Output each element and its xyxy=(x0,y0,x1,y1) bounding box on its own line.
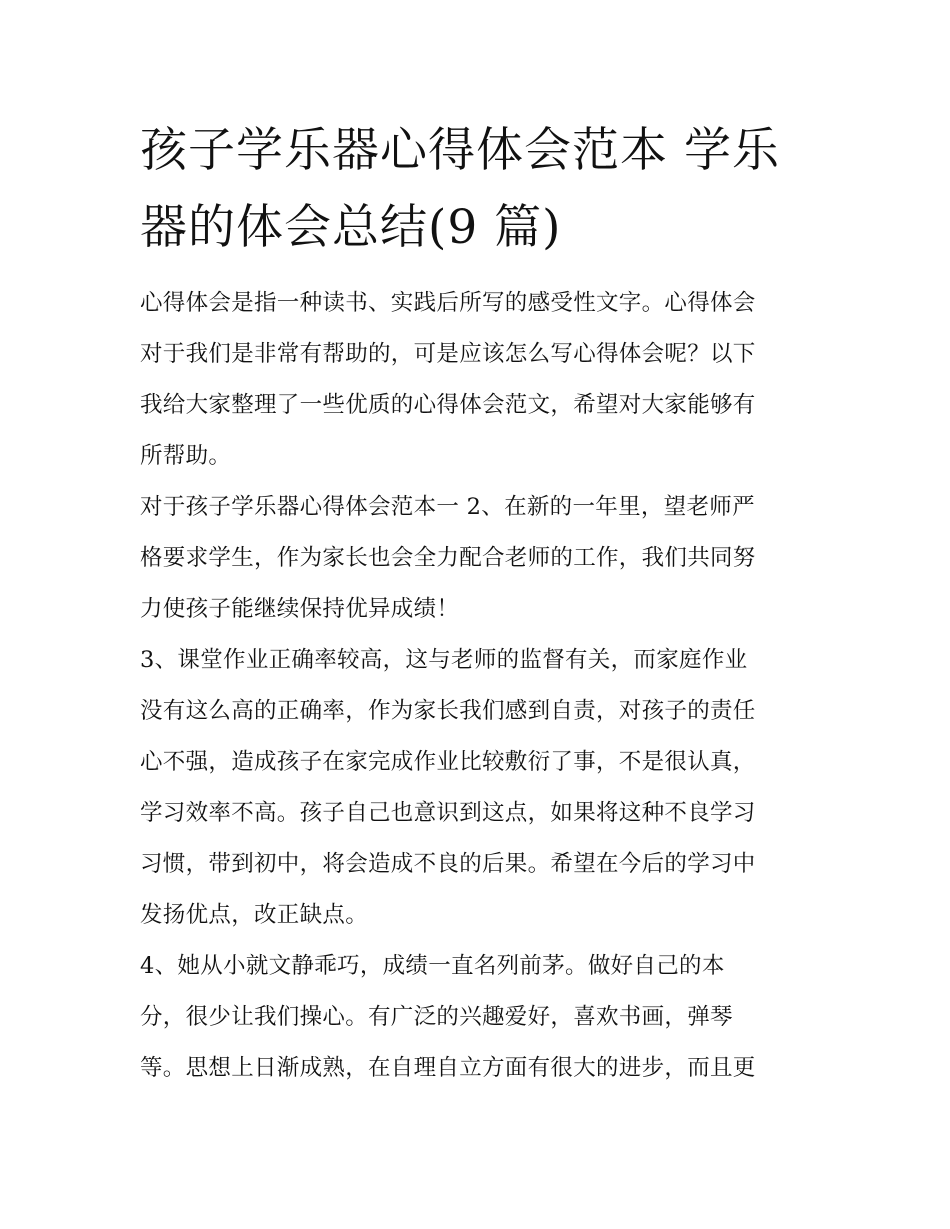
body-line: 习惯，带到初中，将会造成不良的后果。希望在今后的学习中 xyxy=(140,851,756,877)
title-line-2: 器的体会总结(9 篇) xyxy=(140,200,562,255)
title-line-1: 孩子学乐器心得体会范本 学乐 xyxy=(140,123,780,178)
body-line: 等。思想上日渐成熟，在自理自立方面有很大的进步，而且更 xyxy=(140,1055,756,1081)
body-line: 没有这么高的正确率，作为家长我们感到自责，对孩子的责任 xyxy=(140,698,756,724)
body-line: 学习效率不高。孩子自己也意识到这点，如果将这种不良学习 xyxy=(140,800,756,826)
body-line: 发扬优点，改正缺点。 xyxy=(140,902,369,928)
body-line: 所帮助。 xyxy=(140,443,232,469)
body-line: 我给大家整理了一些优质的心得体会范文，希望对大家能够有 xyxy=(140,392,756,418)
body-line: 4、她从小就文静乖巧，成绩一直名列前茅。做好自己的本 xyxy=(140,953,725,979)
body-line: 对于我们是非常有帮助的，可是应该怎么写心得体会呢？以下 xyxy=(140,341,756,367)
body-line: 格要求学生，作为家长也会全力配合老师的工作，我们共同努 xyxy=(140,545,756,571)
body-line: 对于孩子学乐器心得体会范本一 2、在新的一年里，望老师严 xyxy=(140,494,755,520)
document-body xyxy=(140,278,820,1094)
body-line: 3、课堂作业正确率较高，这与老师的监督有关，而家庭作业 xyxy=(140,647,748,673)
body-line: 力使孩子能继续保持优异成绩！ xyxy=(140,596,460,622)
body-line: 分，很少让我们操心。有广泛的兴趣爱好，喜欢书画，弹琴 xyxy=(140,1004,733,1030)
body-line: 心得体会是指一种读书、实践后所写的感受性文字。心得体会 xyxy=(140,290,756,316)
body-line: 心不强，造成孩子在家完成作业比较敷衍了事，不是很认真， xyxy=(140,749,756,775)
document-title xyxy=(140,112,820,266)
